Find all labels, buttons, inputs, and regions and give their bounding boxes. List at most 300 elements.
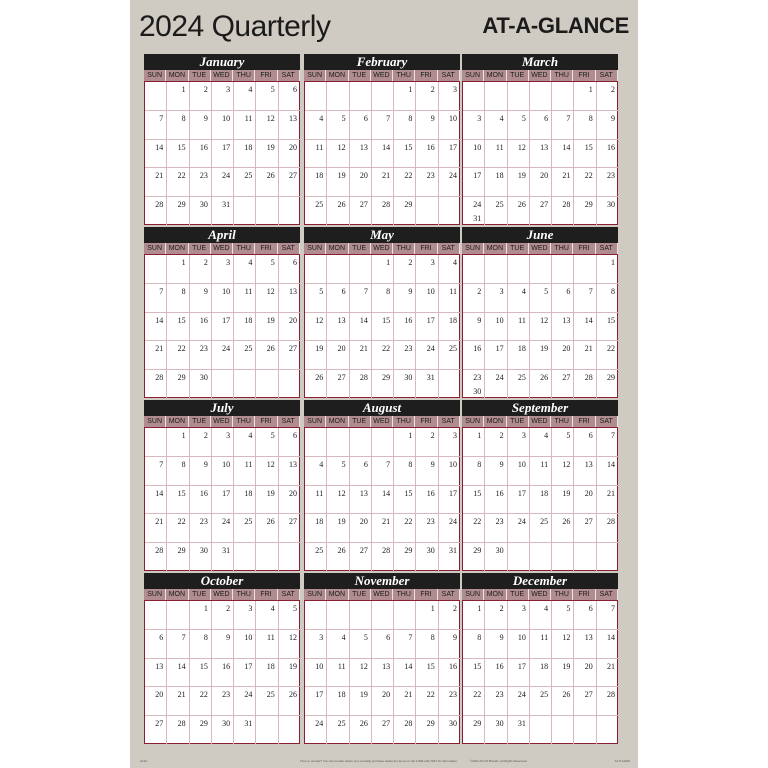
day-number: 4 (544, 431, 549, 440)
day-number: 18 (266, 661, 275, 671)
day-cell (234, 428, 256, 457)
day-number: 6 (292, 85, 297, 94)
day-cell (234, 255, 256, 284)
day-cell (145, 111, 167, 140)
day-number: 29 (382, 373, 391, 383)
day-number: 26 (359, 719, 368, 729)
day-number: 28 (155, 373, 164, 383)
day-number: 22 (404, 517, 413, 527)
weekday-label: WED (529, 70, 551, 81)
day-cell (279, 255, 301, 284)
weekday-label: SUN (304, 70, 326, 81)
day-number: 5 (270, 85, 275, 94)
day-number: 28 (606, 517, 615, 527)
day-number: 14 (584, 315, 593, 325)
day-cell (463, 630, 485, 659)
weekday-label: SUN (462, 416, 484, 427)
weekday-label: MON (484, 589, 506, 600)
day-number: 5 (566, 604, 571, 613)
day-cell (145, 457, 167, 486)
day-number: 1 (181, 85, 186, 94)
day-number: 26 (337, 546, 346, 556)
day-number: 6 (386, 632, 391, 642)
day-number: 1 (181, 431, 186, 440)
day-number: 17 (473, 171, 482, 181)
day-number: 20 (540, 171, 549, 181)
day-cell (167, 255, 189, 284)
day-cell (350, 111, 372, 140)
weekday-label: WED (211, 70, 233, 81)
day-cell (463, 428, 485, 457)
day-number: 17 (244, 661, 253, 671)
day-number: 4 (319, 459, 324, 469)
day-number: 30 (426, 546, 435, 556)
day-cell (145, 601, 167, 630)
month-name: January (144, 54, 300, 70)
day-number: 9 (452, 632, 457, 642)
day-cell (552, 601, 574, 630)
day-number: 10 (222, 113, 231, 123)
day-cell (234, 370, 256, 399)
day-number: 4 (521, 286, 526, 296)
day-number: 8 (430, 632, 435, 642)
day-number: 1 (610, 258, 615, 267)
day-number: 9 (203, 286, 208, 296)
day-number: 26 (266, 517, 275, 527)
day-number: 13 (359, 142, 368, 152)
day-number: 28 (606, 690, 615, 700)
month-october (144, 573, 300, 744)
day-number: 9 (430, 459, 435, 469)
day-cell (552, 428, 574, 457)
day-number: 19 (359, 690, 368, 700)
day-number: 27 (337, 373, 346, 383)
weekday-label: FRI (573, 243, 595, 254)
day-number: 22 (404, 171, 413, 181)
day-number: 23 (426, 517, 435, 527)
day-number: 12 (266, 113, 275, 123)
day-number: 23 (222, 690, 231, 700)
month-days (144, 254, 300, 398)
day-cell (439, 197, 461, 226)
day-number: 25 (540, 517, 549, 527)
day-cell (372, 111, 394, 140)
day-cell (574, 601, 596, 630)
day-cell (145, 82, 167, 111)
day-cell (439, 630, 461, 659)
day-cell (530, 601, 552, 630)
day-number: 3 (226, 431, 231, 440)
weekday-label: SAT (596, 416, 618, 427)
weekday-label: MON (484, 70, 506, 81)
weekday-label: THU (233, 416, 255, 427)
day-cell (145, 428, 167, 457)
month-name: August (304, 400, 460, 416)
day-cell (485, 284, 507, 313)
day-cell (463, 601, 485, 630)
day-number: 2 (430, 431, 435, 440)
day-number: 9 (477, 315, 482, 325)
day-number: 6 (566, 286, 571, 296)
day-number: 4 (319, 113, 324, 123)
day-cell (416, 457, 438, 486)
weekday-label: WED (529, 589, 551, 600)
day-number: 14 (155, 488, 164, 498)
day-cell (574, 255, 596, 284)
month-name: October (144, 573, 300, 589)
day-number: 1 (430, 604, 435, 613)
day-cell (508, 284, 530, 313)
day-number: 11 (244, 113, 253, 123)
day-number: 15 (177, 315, 186, 325)
day-number: 16 (606, 142, 615, 152)
weekday-label: TUE (189, 416, 211, 427)
weekday-label: TUE (349, 243, 371, 254)
day-number: 22 (473, 517, 482, 527)
day-cell (416, 255, 438, 284)
day-number: 7 (610, 604, 615, 613)
month-days (144, 427, 300, 571)
day-number: 12 (562, 459, 571, 469)
weekday-label: WED (529, 416, 551, 427)
day-number: 6 (341, 286, 346, 296)
day-number: 15 (404, 488, 413, 498)
day-cell (327, 111, 349, 140)
day-number: 17 (495, 344, 504, 354)
weekday-label: FRI (255, 70, 277, 81)
weekday-label: SUN (144, 70, 166, 81)
day-number: 28 (177, 719, 186, 729)
day-number: 27 (359, 200, 368, 210)
weekday-label: TUE (507, 589, 529, 600)
day-number: 10 (222, 286, 231, 296)
calendar-title: 2024 Quarterly (139, 10, 331, 43)
day-number: 12 (359, 661, 368, 671)
day-number: 5 (292, 604, 297, 613)
day-number: 10 (517, 632, 526, 642)
day-cell (190, 82, 212, 111)
day-number: 6 (292, 258, 297, 267)
day-number: 1 (477, 431, 482, 440)
weekday-header (462, 243, 618, 254)
day-cell (327, 457, 349, 486)
day-number: 2 (203, 431, 208, 440)
day-number: 23 (199, 171, 208, 181)
day-number: 1 (181, 258, 186, 267)
day-number: 29 (584, 200, 593, 210)
weekday-label: WED (211, 416, 233, 427)
day-cell (597, 716, 619, 745)
day-cell (234, 543, 256, 572)
day-number: 10 (222, 459, 231, 469)
day-number: 3 (452, 431, 457, 440)
day-number: 11 (540, 632, 549, 642)
day-number: 16 (404, 315, 413, 325)
weekday-label: SAT (596, 243, 618, 254)
day-cell (279, 82, 301, 111)
day-cell (394, 457, 416, 486)
day-cell (416, 197, 438, 226)
day-cell (212, 82, 234, 111)
day-number: 24 (222, 517, 231, 527)
day-cell (256, 543, 278, 572)
weekday-label: FRI (573, 70, 595, 81)
day-cell (463, 255, 485, 284)
day-cell (394, 82, 416, 111)
footer-copyright: ©2024 ACCO Brands. All Rights Reserved. (470, 759, 528, 763)
month-days (144, 81, 300, 225)
day-number: 1 (386, 258, 391, 267)
day-number: 30 (404, 373, 413, 383)
day-number: 14 (382, 142, 391, 152)
day-cell (190, 428, 212, 457)
day-cell (279, 716, 301, 745)
day-cell (552, 543, 574, 572)
day-cell (190, 111, 212, 140)
day-number: 24 (517, 690, 526, 700)
day-number: 16 (222, 661, 231, 671)
day-number: 22 (584, 171, 593, 181)
day-number: 17 (315, 690, 324, 700)
weekday-label: THU (393, 70, 415, 81)
day-number: 5 (341, 113, 346, 123)
day-cell (508, 82, 530, 111)
day-number: 6 (363, 113, 368, 123)
day-number: 27 (562, 373, 571, 383)
weekday-label: FRI (255, 589, 277, 600)
month-november (304, 573, 460, 744)
day-number: 3 (319, 632, 324, 642)
day-number: 10 (495, 315, 504, 325)
day-number: 13 (337, 315, 346, 325)
day-number: 28 (404, 719, 413, 729)
day-number: 25 (266, 690, 275, 700)
day-cell (305, 457, 327, 486)
day-number: 23 (404, 344, 413, 354)
day-number: 30 (495, 546, 504, 556)
day-cell (256, 370, 278, 399)
day-number: 14 (177, 661, 186, 671)
day-number: 28 (584, 373, 593, 383)
day-number: 6 (159, 632, 164, 642)
day-number: 26 (562, 690, 571, 700)
day-number: 25 (337, 719, 346, 729)
weekday-label: THU (393, 416, 415, 427)
day-cell (167, 284, 189, 313)
day-number: 5 (566, 431, 571, 440)
day-number: 3 (521, 604, 526, 613)
day-number: 18 (495, 171, 504, 181)
day-number: 27 (288, 171, 297, 181)
day-number: 17 (222, 315, 231, 325)
day-cell (145, 255, 167, 284)
day-number: 19 (266, 315, 275, 325)
day-cell (212, 428, 234, 457)
day-number: 15 (177, 488, 186, 498)
day-number: 2 (408, 258, 413, 267)
day-cell (463, 111, 485, 140)
weekday-header (462, 70, 618, 81)
day-number: 30 (199, 546, 208, 556)
day-cell (574, 111, 596, 140)
day-number: 10 (426, 286, 435, 296)
day-number: 8 (477, 632, 482, 642)
weekday-label: FRI (415, 416, 437, 427)
day-number: 26 (266, 344, 275, 354)
day-cell (530, 716, 552, 745)
day-cell (372, 428, 394, 457)
day-number: 4 (452, 258, 457, 267)
day-number: 8 (408, 459, 413, 469)
day-number: 22 (606, 344, 615, 354)
day-cell (145, 630, 167, 659)
day-cell (305, 255, 327, 284)
day-number: 5 (521, 113, 526, 123)
weekday-header (304, 70, 460, 81)
month-may (304, 227, 460, 398)
day-cell (416, 630, 438, 659)
day-number: 10 (448, 113, 457, 123)
day-number: 5 (341, 459, 346, 469)
day-number: 20 (155, 690, 164, 700)
weekday-header (144, 589, 300, 600)
day-cell (508, 543, 530, 572)
month-august (304, 400, 460, 571)
day-number: 24 (315, 719, 324, 729)
day-number: 27 (584, 517, 593, 527)
day-number: 25 (244, 517, 253, 527)
day-cell (485, 457, 507, 486)
day-cell (508, 111, 530, 140)
day-number: 13 (288, 286, 297, 296)
day-number: 8 (181, 459, 186, 469)
day-number: 11 (244, 459, 253, 469)
day-number: 19 (315, 344, 324, 354)
day-number: 15 (199, 661, 208, 671)
day-number: 14 (562, 142, 571, 152)
day-number: 17 (517, 661, 526, 671)
day-number: 9 (203, 459, 208, 469)
day-number: 27 (540, 200, 549, 210)
day-cell (279, 370, 301, 399)
day-number: 3 (499, 286, 504, 296)
weekday-header (144, 70, 300, 81)
day-cell (597, 284, 619, 313)
day-cell (327, 255, 349, 284)
day-number: 30 (199, 200, 208, 210)
day-number: 8 (610, 286, 615, 296)
day-number: 11 (518, 315, 526, 325)
day-number: 7 (363, 286, 368, 296)
day-number: 22 (382, 344, 391, 354)
day-number: 13 (584, 632, 593, 642)
weekday-label: MON (166, 243, 188, 254)
day-cell (485, 255, 507, 284)
month-name: July (144, 400, 300, 416)
month-january (144, 54, 300, 225)
day-number: 25 (495, 200, 504, 210)
day-cell (597, 255, 619, 284)
day-cell (190, 255, 212, 284)
month-name: April (144, 227, 300, 243)
day-number: 6 (588, 604, 593, 613)
day-cell (350, 428, 372, 457)
day-cell (485, 111, 507, 140)
weekday-label: FRI (573, 416, 595, 427)
day-cell (508, 601, 530, 630)
day-number: 29 (473, 546, 482, 556)
day-cell (552, 716, 574, 745)
weekday-label: TUE (189, 70, 211, 81)
weekday-label: THU (551, 243, 573, 254)
day-number: 19 (540, 344, 549, 354)
day-number: 7 (386, 113, 391, 123)
day-number: 14 (606, 632, 615, 642)
month-name: November (304, 573, 460, 589)
month-february (304, 54, 460, 225)
day-cell (530, 255, 552, 284)
day-number: 25 (540, 690, 549, 700)
weekday-label: FRI (415, 243, 437, 254)
day-cell (574, 284, 596, 313)
day-number: 27 (155, 719, 164, 729)
weekday-label: FRI (255, 416, 277, 427)
day-cell (372, 255, 394, 284)
month-days (304, 600, 460, 744)
weekday-header (144, 243, 300, 254)
day-cell (327, 82, 349, 111)
day-number: 14 (359, 315, 368, 325)
day-number: 11 (540, 459, 549, 469)
day-cell (350, 630, 372, 659)
month-name: February (304, 54, 460, 70)
weekday-label: THU (551, 589, 573, 600)
day-cell (574, 543, 596, 572)
day-number: 1 (408, 431, 413, 440)
day-number: 9 (499, 459, 504, 469)
day-cell (439, 370, 461, 399)
day-number: 19 (517, 171, 526, 181)
day-number: 10 (244, 632, 253, 642)
day-number: 20 (288, 315, 297, 325)
day-cell (327, 428, 349, 457)
day-number: 18 (337, 690, 346, 700)
day-number: 15 (426, 661, 435, 671)
day-number: 28 (359, 373, 368, 383)
day-number: 9 (203, 113, 208, 123)
day-cell (167, 457, 189, 486)
day-number: 18 (315, 517, 324, 527)
day-cell (372, 82, 394, 111)
day-cell (439, 255, 461, 284)
day-number: 21 (155, 517, 164, 527)
day-number: 30 (473, 387, 482, 397)
day-number: 23 (495, 690, 504, 700)
day-cell (508, 428, 530, 457)
day-number: 7 (159, 113, 164, 123)
weekday-label: MON (484, 416, 506, 427)
day-number: 3 (430, 258, 435, 267)
calendar-header (130, 0, 638, 50)
weekday-label: SAT (438, 70, 460, 81)
day-number: 8 (203, 632, 208, 642)
day-number: 20 (359, 171, 368, 181)
day-cell (394, 255, 416, 284)
day-cell (416, 82, 438, 111)
day-number: 11 (449, 286, 457, 296)
day-number: 12 (266, 459, 275, 469)
month-september (462, 400, 618, 571)
